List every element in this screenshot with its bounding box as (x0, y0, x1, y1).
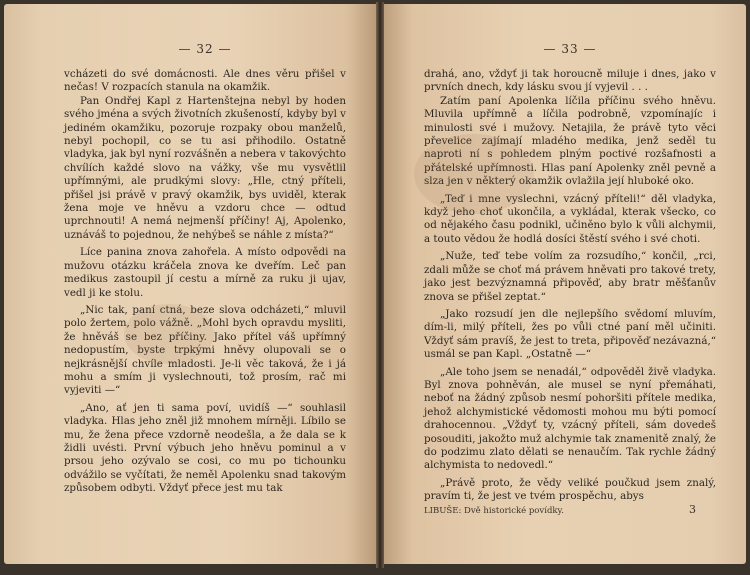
right-page-text (424, 68, 716, 504)
signature-mark: 3 (689, 503, 696, 516)
book-gutter (376, 2, 384, 568)
paragraph: drahá, ano, vždyť ji tak horoucně miluje i dnes, jako v prvních dnech, kdy lásku svou jí vyjevil . . . (424, 68, 716, 94)
left-page-text (64, 68, 346, 496)
right-page (384, 4, 746, 564)
left-page-number: — 32 — (178, 42, 232, 56)
paragraph: „Ano, ať jen ti sama poví, uvidíš —“ souhlasil vladyka. Hlas jeho zněl již mnohem mírněji. Líbilo se mu, že žena přece vzdorně neodešla, a že dala se k židli uvésti. První výbuch jeho hněvu pominul a v prsou jeho ozývalo se cosi, co mu po tichounku odvážilo se vyčítati, že neměl Apolenku snad takovým způsobem odbyti. Vždyť přece jest mu tak (64, 401, 346, 495)
paragraph: Pan Ondřej Kapl z Hartenštejna nebyl by hoden svého jména a svých životních zkušeností, kdyby byl v jediném okamžiku, pozoruje rozpaky obou manželů, nebyl pochopil, co se tu asi přihodilo. Ostatně vladyka, jak byl nyní rozvášněn a nebera v takovýchto chvílích každé slovo na vážky, vše mu vysvětlil upřímnými, ale prudkými slovy: „Hle, ctný příteli, přišel jsi právě v pravý okamžik, bys uviděl, kterak žena moje ve hněvu a vzdoru chce — odtud uprchnouti! A nemá nejmenší příčiny! Aj, Apolenko, uznáváš to pojednou, že nehýbeš se náhle z místa?“ (64, 94, 346, 241)
paragraph: Zatím paní Apolenka líčila příčinu svého hněvu. Mluvila upřímně a líčila podrobně, vzpomínajíc i minulosti své i mužovy. Netajila, že právě tyto věci převelice zajímají mladého medika, jenž seděl tu naproti ní s pohledem plným poctivé rozšafnosti a přátelské upřímnosti. Hlas paní Apolenky zněl pevně a slza jen v některý okamžik ovlažila její hluboké oko. (424, 94, 716, 188)
paragraph: Líce panina znova zahořela. A místo odpovědi na mužovu otázku kráčela znova ke dveřím. Leč pan medikus zastoupil jí cestu a mírně za ruku ji ujav, vedl ji ke stolu. (64, 246, 346, 299)
left-page (4, 4, 376, 564)
page-footer (424, 503, 716, 516)
paragraph: „Jako rozsudí jen dle nejlepšího svědomí mluvím, dím-li, milý příteli, žes po vůli ctné paní měl učiniti. Vždyť sám pravíš, že jest to treta, připověď nezávazná,“ usmál se pan Kapl. „Ostatně —“ (424, 307, 716, 361)
paragraph: „Ale toho jsem se nenadál,“ odpověděl živě vladyka. Byl znova pohněván, ale musel se nyní přemáhati, neboť na žádný způsob nesmí pohoršiti přítele medika, jehož alchymistické vědomosti mohou mu býti pomocí drahocennou. „Vždyť ty, vzácný příteli, sám dovedeš posouditi, jakožto muž alchymie tak znamenitě znalý, že do podzimu zlato dělati se nenaučím. Tak rychle žádný alchymista to nedovedl.“ (424, 365, 717, 472)
right-page-number: — 33 — (543, 42, 597, 56)
paragraph: „Nuže, teď tebe volím za rozsudího,“ končil, „rci, zdali může se choť má právem hněvati pro takové trety, jako jest bezvýznamná připověď, aby bratr měšťanův znova se přišel zeptat.“ (424, 250, 716, 303)
footer-title: LIBUŠE: Dvě historické povídky. (424, 506, 564, 516)
paragraph: vcházeti do své domácnosti. Ale dnes věru přišel v nečas! V rozpacích stanula na okamžik. (64, 68, 346, 94)
paragraph: „Nic tak, paní ctná, beze slova odcházeti,“ mluvil polo žertem, polo vážně. „Mohl bych opravdu mysliti, že hněváš se bez příčiny. Jako přítel váš upřímný nedopustím, byste trpkými hněvy olupovali se o nejkrásnější chvíle mladosti. Je-li věc taková, že i já mohu a smím ji vyslechnouti, tož prosím, rač mi vyjeviti —“ (64, 303, 346, 397)
paragraph: „Teď i mne vyslechni, vzácný příteli!“ děl vladyka, když jeho choť ukončila, a vykládal, kterak všecko, co od nějakého času podnikl, učiněno bylo k vůli alchymii, a touto vědou že hodlá dosíci štěstí svého i své choti. (424, 192, 716, 245)
paragraph: „Právě proto, že vědy veliké poučkud jsem znalý, pravím ti, že jest ve tvém prospěchu, abys (424, 476, 716, 503)
